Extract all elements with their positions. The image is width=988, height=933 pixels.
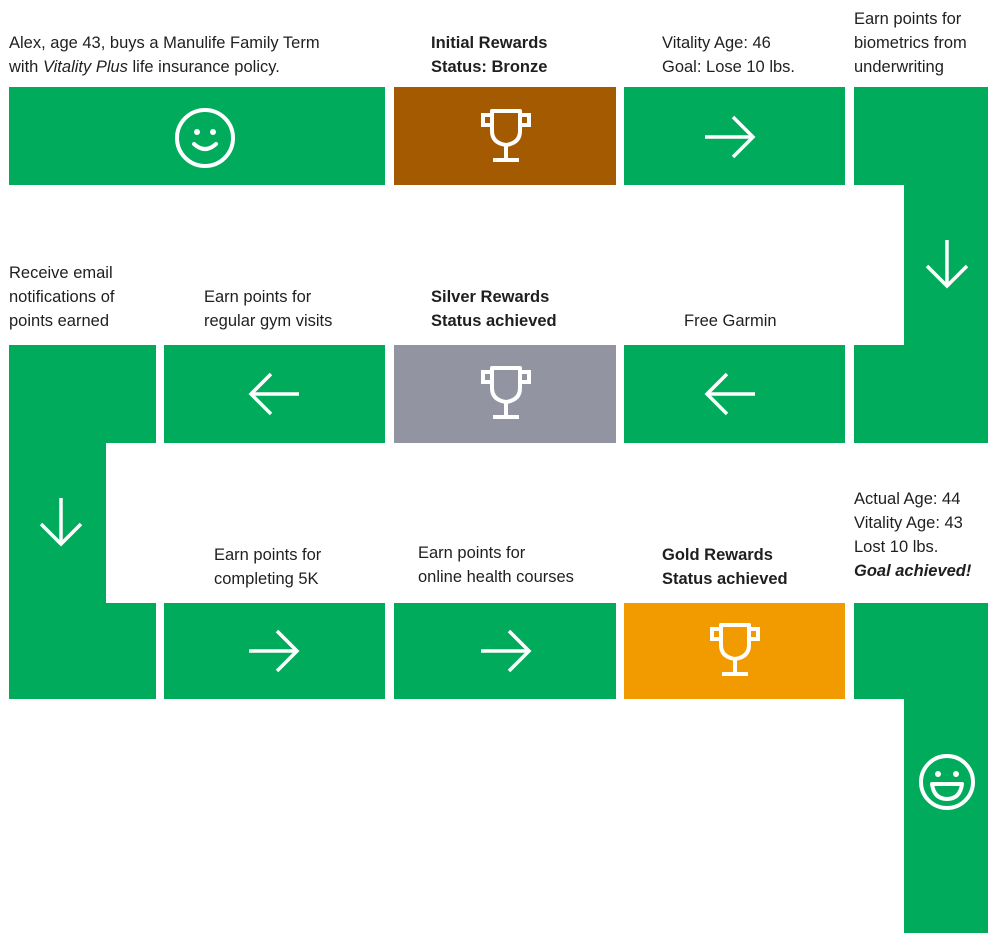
tile-email <box>9 345 156 443</box>
intro-line-2: with Vitality Plus life insurance policy. <box>9 58 280 76</box>
trophy-icon <box>478 364 534 422</box>
tile-biometrics <box>854 87 988 185</box>
silver-rewards-caption: Silver Rewards Status achieved <box>431 288 557 330</box>
arrow-left-icon <box>246 371 302 417</box>
goal-caption: Actual Age: 44 Vitality Age: 43 Lost 10 lbs. Goal achieved! <box>854 487 971 583</box>
tile-goal <box>854 603 988 699</box>
gold-rewards-caption: Gold Rewards Status achieved <box>662 546 788 588</box>
smile-icon <box>173 106 237 170</box>
tile-email-connector <box>9 603 156 699</box>
tile-goal-down <box>904 699 988 933</box>
arrow-down-icon <box>924 238 970 290</box>
gym-caption: Earn points for regular gym visits <box>204 288 333 330</box>
arrow-right-icon <box>702 114 758 160</box>
initial-rewards-caption: Initial Rewards Status: Bronze <box>431 34 548 76</box>
tile-garmin-connector <box>854 345 988 443</box>
biometrics-caption: Earn points for biometrics from underwriting <box>854 10 967 76</box>
intro-caption <box>9 31 320 79</box>
courses-caption: Earn points for online health courses <box>418 544 574 586</box>
5k-caption: Earn points for completing 5K <box>214 546 322 588</box>
arrow-down-icon <box>38 496 84 548</box>
grin-icon <box>917 752 977 812</box>
arrow-right-icon <box>246 628 302 674</box>
trophy-icon <box>707 621 763 679</box>
intro-line-1: Alex, age 43, buys a Manulife Family Term <box>9 34 320 52</box>
vitality-age-caption: Vitality Age: 46 Goal: Lose 10 lbs. <box>662 34 795 76</box>
trophy-icon <box>478 107 534 165</box>
arrow-left-icon <box>702 371 758 417</box>
policy-name: Vitality Plus <box>42 58 128 76</box>
arrow-right-icon <box>478 628 534 674</box>
goal-achieved-text: Goal achieved! <box>854 562 972 580</box>
garmin-caption: Free Garmin <box>684 312 777 330</box>
email-caption: Receive email notifications of points earned <box>9 264 115 330</box>
